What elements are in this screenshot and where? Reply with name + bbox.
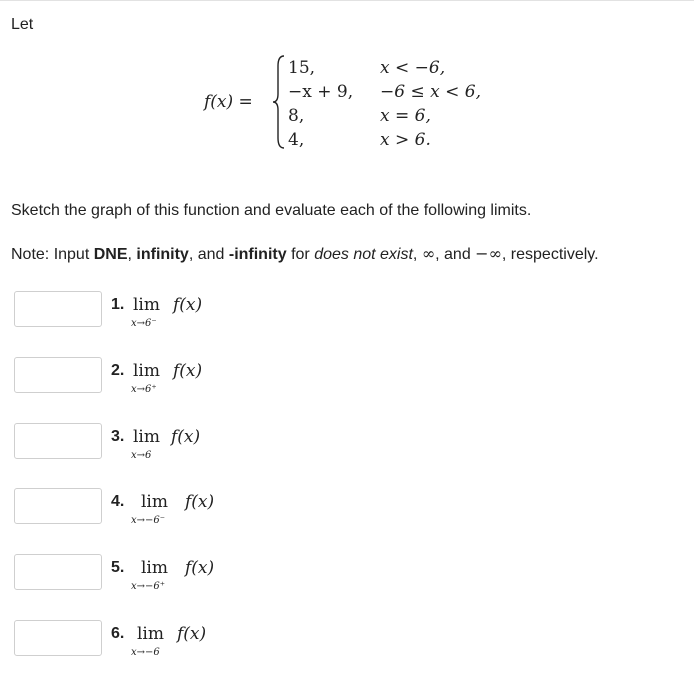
limit-operator: lim: [133, 427, 160, 447]
limit-approach: x→6⁻: [131, 318, 157, 329]
limit-number: 1.: [111, 296, 125, 313]
note-and: , and: [435, 246, 476, 263]
limit-operator: lim: [141, 558, 168, 578]
limit-approach: x→6⁺: [131, 384, 157, 395]
case-value: 4,: [288, 130, 305, 150]
case-condition: −6 ≤ x < 6,: [380, 82, 481, 102]
cases-brace: [272, 54, 286, 150]
function-lhs: f(x) =: [204, 92, 253, 112]
answer-input-1[interactable]: [14, 291, 102, 327]
limit-number: 6.: [111, 625, 125, 642]
limit-operator: lim: [141, 492, 168, 512]
limit-operator: lim: [133, 295, 160, 315]
limit-function: f(x): [171, 427, 201, 447]
limit-function: f(x): [177, 624, 207, 644]
answer-input-5[interactable]: [14, 554, 102, 590]
neg-infinity-symbol: −∞: [475, 244, 502, 263]
note-prefix: Note: Input: [11, 246, 94, 263]
note-neg-infinity: -infinity: [228, 246, 287, 263]
note-text: [11, 244, 599, 264]
answer-input-6[interactable]: [14, 620, 102, 656]
limit-operator: lim: [137, 624, 164, 644]
limit-function: f(x): [185, 558, 215, 578]
limit-approach: x→−6: [131, 647, 160, 658]
limit-approach: x→6: [131, 450, 152, 461]
answer-input-2[interactable]: [14, 357, 102, 393]
note-suffix: , respectively.: [501, 246, 599, 263]
answer-input-4[interactable]: [14, 488, 102, 524]
infinity-symbol: ∞: [421, 244, 436, 263]
top-divider: [0, 0, 694, 1]
limit-operator: lim: [133, 361, 160, 381]
case-value: −x + 9,: [288, 82, 354, 102]
case-value: 8,: [288, 106, 305, 126]
case-value: 15,: [288, 58, 316, 78]
limit-function: f(x): [185, 492, 215, 512]
case-condition: x < −6,: [380, 58, 446, 78]
note-does-not-exist: does not exist: [314, 246, 413, 263]
limit-number: 3.: [111, 428, 125, 445]
limit-number: 4.: [111, 493, 125, 510]
case-condition: x = 6,: [380, 106, 431, 126]
intro-text: Let: [11, 16, 34, 33]
instruction-text: Sketch the graph of this function and evaluate each of the following limits.: [11, 202, 532, 219]
limit-function: f(x): [173, 295, 203, 315]
note-dne: DNE: [93, 246, 128, 263]
limit-approach: x→−6⁺: [131, 581, 166, 592]
note-sep: ,: [127, 246, 137, 263]
answer-input-3[interactable]: [14, 423, 102, 459]
note-sep: , and: [188, 246, 229, 263]
limit-number: 2.: [111, 362, 125, 379]
limit-function: f(x): [173, 361, 203, 381]
note-infinity: infinity: [136, 246, 189, 263]
limit-number: 5.: [111, 559, 125, 576]
note-sep: ,: [412, 246, 422, 263]
note-for: for: [286, 246, 315, 263]
case-condition: x > 6.: [380, 130, 431, 150]
limit-approach: x→−6⁻: [131, 515, 166, 526]
